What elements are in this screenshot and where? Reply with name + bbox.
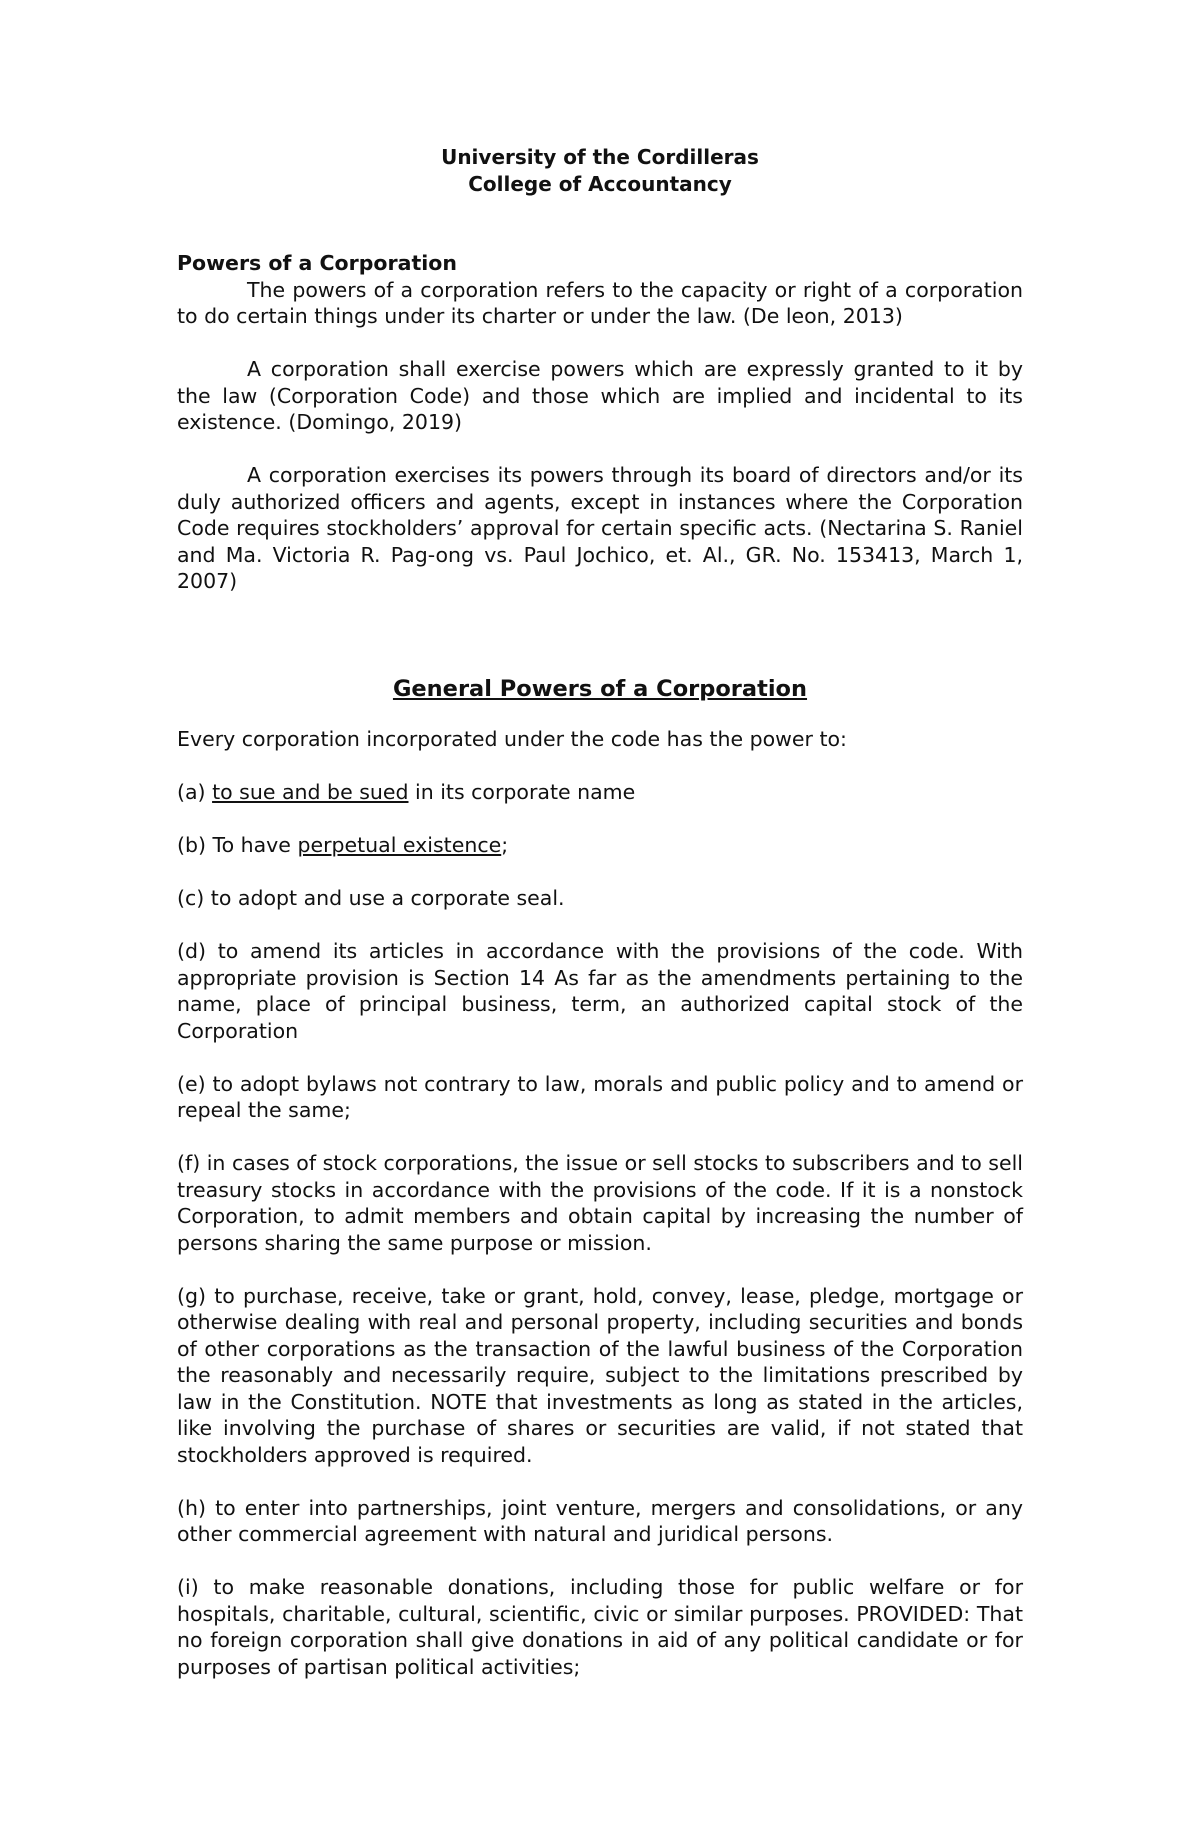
- power-item-c: (c) to adopt and use a corporate seal.: [177, 886, 565, 910]
- power-item-a: [177, 779, 1023, 806]
- power-a-underlined: to sue and be sued: [212, 780, 409, 804]
- intro-section: [177, 250, 1023, 595]
- general-powers-title: General Powers of a Corporation: [392, 676, 808, 702]
- power-a-prefix: (a): [177, 780, 213, 804]
- document-header: [177, 144, 1023, 198]
- power-item-i: (i) to make reasonable donations, including those for public welfare or for hospitals, charitable, cultural, scientific, civic or similar purposes. PROVIDED: That no foreign corporation shall give donations in aid of any political candidate or for purposes of partisan political activities;: [177, 1575, 1023, 1679]
- intro-paragraph-1: The powers of a corporation refers to the capacity or right of a corporation to do certain things under its charter or under the law. (De leon, 2013): [177, 277, 1023, 328]
- power-a-suffix: in its corporate name: [408, 780, 636, 804]
- power-b-prefix: (b) To have: [177, 833, 298, 857]
- power-item-d: (d) to amend its articles in accordance with the provisions of the code. With appropriate provision is Section 14 As far as the amendments pertaining to the name, place of principal business, term, an authorized capital stock of the Corporation: [177, 939, 1023, 1043]
- university-name: University of the Cordilleras: [441, 145, 759, 169]
- intro-paragraph-2: A corporation shall exercise powers which are expressly granted to it by the law (Corporation Code) and those which are implied and incidental to its existence. (Domingo, 2019): [177, 357, 1023, 434]
- power-item-f: (f) in cases of stock corporations, the issue or sell stocks to subscribers and to sell treasury stocks in accordance with the provisions of the code. If it is a nonstock Corporation, to admit members and obtain capital by increasing the number of persons sharing the same purpose or mission.: [177, 1151, 1023, 1255]
- power-item-h: (h) to enter into partnerships, joint venture, mergers and consolidations, or any other commercial agreement with natural and juridical persons.: [177, 1495, 1023, 1546]
- power-item-b: [177, 832, 1023, 859]
- power-b-suffix: ;: [501, 833, 509, 857]
- intro-paragraph-3: A corporation exercises its powers through its board of directors and/or its duly authorized officers and agents, except in instances where the Corporation Code requires stockholders’ approval for certain specific acts. (Nectarina S. Raniel and Ma. Victoria R. Pag-ong vs. Paul Jochico, et. Al., GR. No. 153413, March 1, 2007): [177, 463, 1023, 593]
- power-b-underlined: perpetual existence: [297, 833, 502, 857]
- power-item-g: (g) to purchase, receive, take or grant, hold, convey, lease, pledge, mortgage or otherwise dealing with real and personal property, including securities and bonds of other corporations as the transaction of the lawful business of the Corporation the reasonably and necessarily require, subject to the limitations prescribed by law in the Constitution. NOTE that investments as long as stated in the articles, like involving the purchase of shares or securities are valid, if not stated that stockholders approved is required.: [177, 1283, 1023, 1467]
- college-name: College of Accountancy: [468, 172, 732, 196]
- powers-lead: Every corporation incorporated under the code has the power to:: [177, 727, 847, 751]
- section-heading: Powers of a Corporation: [177, 251, 457, 275]
- powers-list: [177, 726, 1023, 1707]
- power-item-e: (e) to adopt bylaws not contrary to law, morals and public policy and to amend or repeal the same;: [177, 1071, 1023, 1122]
